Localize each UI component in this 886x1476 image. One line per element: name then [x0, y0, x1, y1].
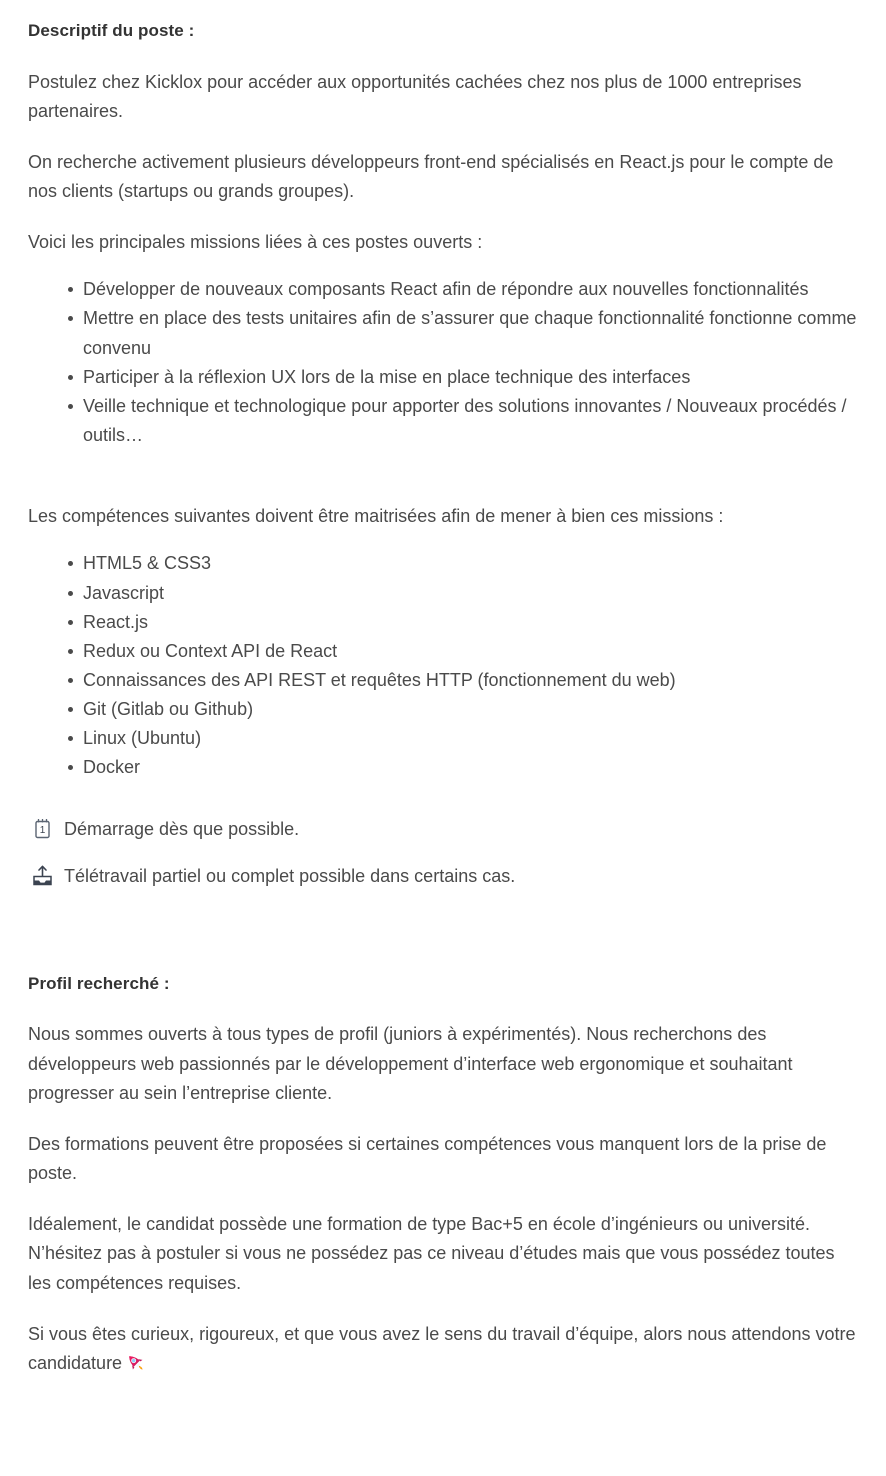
list-item: Connaissances des API REST et requêtes HTTP (fonctionnement du web)	[28, 666, 862, 695]
outbox-tray-icon	[28, 864, 58, 890]
list-item: Git (Gitlab ou Github)	[28, 695, 862, 724]
list-item: React.js	[28, 608, 862, 637]
section-divider-spacer	[28, 909, 862, 971]
list-item: Javascript	[28, 579, 862, 608]
closing-paragraph	[28, 1320, 862, 1378]
intro-paragraph-1: Postulez chez Kicklox pour accéder aux opportunités cachées chez nos plus de 1000 entreprises partenaires.	[28, 71, 802, 121]
note-text: Télétravail partiel ou complet possible dans certains cas.	[64, 865, 516, 886]
list-item: Participer à la réflexion UX lors de la mise en place technique des interfaces	[28, 363, 862, 392]
list-item: Docker	[28, 753, 862, 782]
skills-lead-in: Les compétences suivantes doivent être maitrisées afin de mener à bien ces missions :	[28, 506, 724, 527]
note-remote-work	[28, 862, 862, 891]
list-item: Veille technique et technologique pour apporter des solutions innovantes / Nouveaux procédés / outils…	[28, 392, 862, 450]
profile-heading: Profil recherché :	[28, 973, 170, 993]
missions-lead-in: Voici les principales missions liées à ces postes ouverts :	[28, 232, 483, 253]
list-item: Redux ou Context API de React	[28, 637, 862, 666]
profile-paragraph-1: Nous sommes ouverts à tous types de profil (juniors à expérimentés). Nous recherchons des développeurs web passionnés par le développement d’interface web ergonomique et souhaitant progresser au sein l’entreprise cliente.	[28, 1024, 793, 1103]
intro-paragraph-2: On recherche activement plusieurs développeurs front-end spécialisés en React.js pour le compte de nos clients (startups ou grands groupes).	[28, 151, 834, 201]
profile-paragraph-2: Des formations peuvent être proposées si certaines compétences vous manquent lors de la prise de poste.	[28, 1133, 827, 1184]
note-text: Démarrage dès que possible.	[64, 818, 300, 839]
list-item: HTML5 & CSS3	[28, 549, 862, 578]
closing-text: Si vous êtes curieux, rigoureux, et que vous avez le sens du travail d’équipe, alors nous attendons votre candidature	[28, 1323, 856, 1373]
svg-text:1: 1	[39, 824, 46, 836]
missions-list	[28, 275, 862, 450]
calendar-icon	[28, 817, 58, 843]
job-description-section	[28, 18, 862, 891]
profile-section	[28, 971, 862, 1378]
rocket-icon	[125, 1352, 147, 1374]
notes-spacer	[28, 789, 862, 815]
note-start-date	[28, 815, 862, 844]
skills-list	[28, 549, 862, 782]
list-item: Mettre en place des tests unitaires afin de s’assurer que chaque fonctionnalité fonctionne comme convenu	[28, 304, 862, 362]
section-spacer	[28, 456, 862, 502]
list-item: Linux (Ubuntu)	[28, 724, 862, 753]
list-item: Développer de nouveaux composants React afin de répondre aux nouvelles fonctionnalités	[28, 275, 862, 304]
page-title: Descriptif du poste :	[28, 21, 195, 40]
profile-paragraph-3: Idéalement, le candidat possède une formation de type Bac+5 en école d’ingénieurs ou université. N’hésitez pas à postuler si vous ne possédez pas ce niveau d’études mais que vous possédez toutes les compétences requises.	[28, 1214, 835, 1293]
